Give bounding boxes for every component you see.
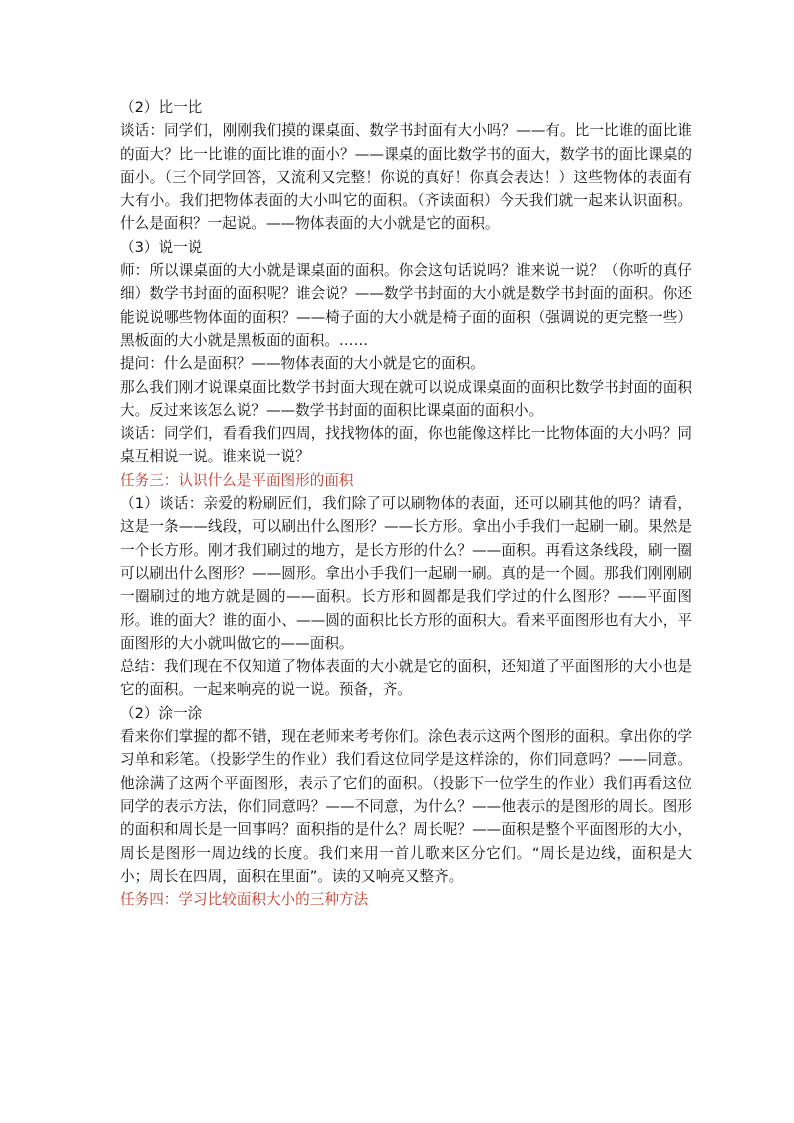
task-heading: 任务四：学习比较面积大小的三种方法 bbox=[120, 891, 369, 909]
task-heading: 任务三：认识什么是平面图形的面积 bbox=[120, 471, 354, 489]
section-heading: （2）涂一涂 bbox=[120, 704, 203, 722]
paragraph: 那么我们刚才说课桌面比数学书封面大现在就可以说成课桌面的面积比数学书封面的面积大。反过来该怎么说？——数学书封面的面积比课桌面的面积小。 bbox=[120, 378, 692, 419]
section-heading: （3）说一说 bbox=[120, 238, 203, 256]
paragraph: （1）谈话：亲爱的粉刷匠们，我们除了可以刷物体的表面，还可以刷其他的吗？请看，这是一条——线段，可以刷出什么图形？——长方形。拿出小手我们一起刷一刷。果然是一个长方形。刚才我们刷过的地方，是长方形的什么？——面积。再看这条线段，刷一圈可以刷出什么图形？——圆形。拿出小手我们一起刷一刷。真的是一个圆。那我们刚刚刷一圈刷过的地方就是圆的——面积。长方形和圆都是我们学过的什么图形？——平面图形。谁的面大？谁的面小、——圆的面积比长方形的面积大。看来平面图形也有大小，平面图形的大小就叫做它的——面积。 bbox=[120, 495, 692, 652]
paragraph: 谈话：同学们，看看我们四周，找找物体的面，你也能像这样比一比物体面的大小吗？同桌互相说一说。谁来说一说？ bbox=[120, 425, 692, 466]
section-heading: （2）比一比 bbox=[120, 99, 203, 116]
paragraph: 看来你们掌握的都不错，现在老师来考考你们。涂色表示这两个图形的面积。拿出你的学习单和彩笔。（投影学生的作业）我们看这位同学是这样涂的，你们同意吗？——同意。他涂满了这两个平面图形，表示了它们的面积。（投影下一位学生的作业）我们再看这位同学的表示方法，你们同意吗？——不同意，为什么？——他表示的是图形的周长。图形的面积和周长是一回事吗？面积指的是什么？周长呢？——面积是整个平面图形的大小，周长是图形一周边线的长度。我们来用一首儿歌来区分它们。“周长是边线，面积是大小；周长在四周，面积在里面”。读的又响亮又整齐。 bbox=[120, 728, 692, 885]
paragraph: 师：所以课桌面的大小就是课桌面的面积。你会这句话说吗？谁来说一说？（你听的真仔细）数学书封面的面积呢？谁会说？——数学书封面的大小就是数学书封面的面积。你还能说说哪些物体面的面积？——椅子面的大小就是椅子面的面积（强调说的更完整一些）黑板面的大小就是黑板面的面积。…… bbox=[120, 262, 692, 349]
paragraph: 总结：我们现在不仅知道了物体表面的大小就是它的面积，还知道了平面图形的大小也是它的面积。一起来响亮的说一说。预备，齐。 bbox=[120, 658, 692, 699]
paragraph: 提问：什么是面积？——物体表面的大小就是它的面积。 bbox=[120, 355, 485, 373]
document-page bbox=[120, 96, 692, 911]
paragraph: 谈话：同学们，刚刚我们摸的课桌面、数学书封面有大小吗？——有。比一比谁的面比谁的面大？比一比谁的面比谁的面小？——课桌的面比数学书的面大，数学书的面比课桌的面小。（三个同学回答，又流利又完整！你说的真好！你真会表达！）这些物体的表面有大有小。我们把物体表面的大小叫它的面积。（齐读面积）今天我们就一起来认识面积。什么是面积？一起说。——物体表面的大小就是它的面积。 bbox=[120, 122, 692, 233]
